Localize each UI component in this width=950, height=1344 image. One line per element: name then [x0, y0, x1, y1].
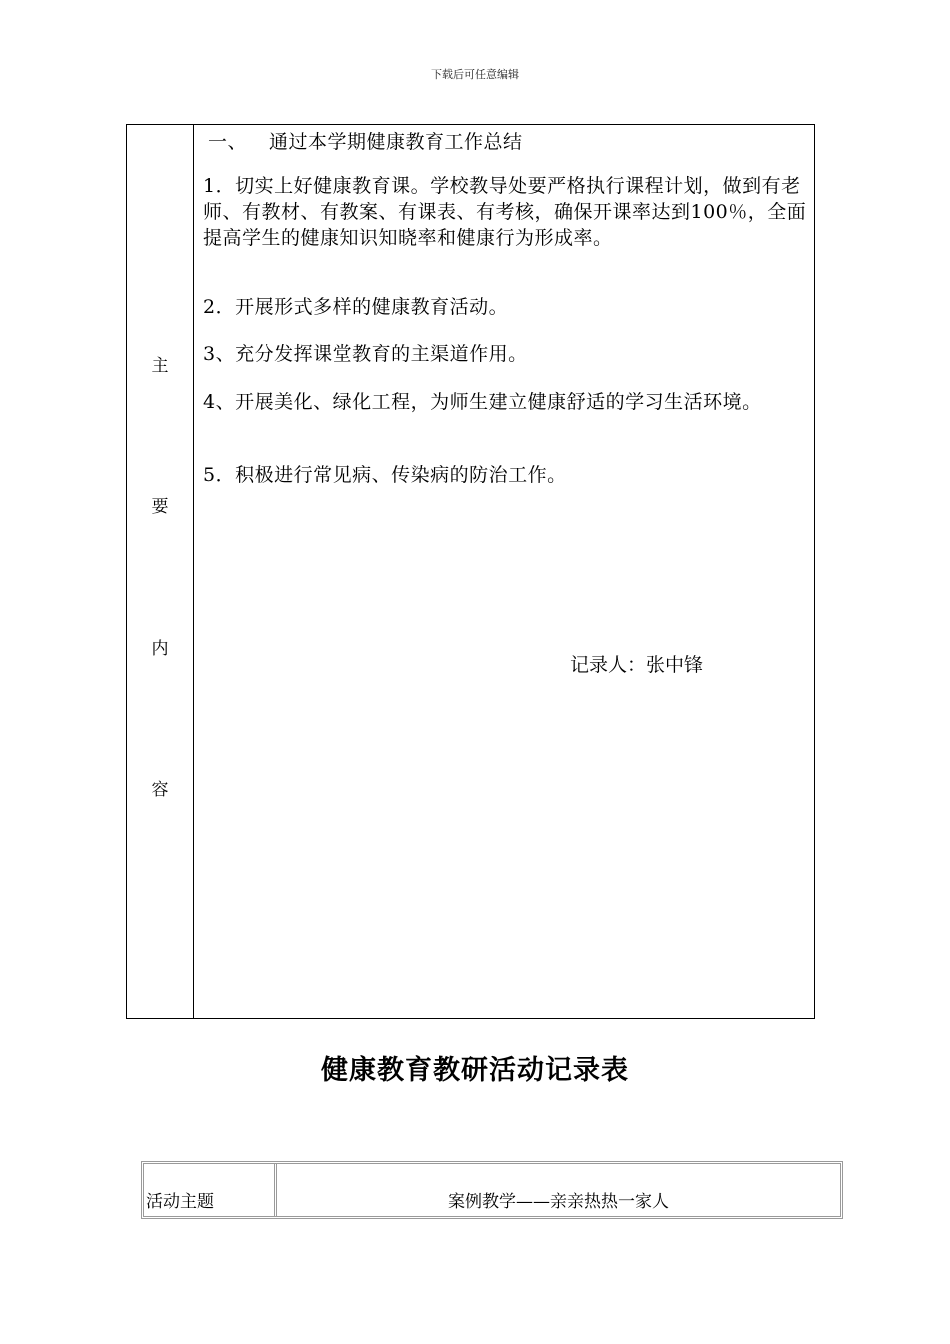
- activity-label-cell: [144, 1164, 277, 1216]
- paragraph-2: 2．开展形式多样的健康教育活动。: [203, 296, 509, 318]
- activity-table: [141, 1161, 843, 1219]
- label-char-2: 要: [151, 497, 169, 517]
- paragraph-1: 1．切实上好健康教育课。学校教导处要严格执行课程计划，做到有老师、有教材、有教案、有课表、有考核，确保开课率达到100％，全面提高学生的健康知识知晓率和健康行为形成率。: [203, 175, 807, 249]
- section-title-text: 通过本学期健康教育工作总结: [269, 131, 523, 153]
- content-column: [194, 125, 814, 1018]
- label-char-4: 容: [151, 780, 169, 800]
- activity-label: 活动主题: [146, 1192, 214, 1212]
- document-title: 健康教育教研活动记录表: [321, 1055, 629, 1086]
- activity-value-cell: [277, 1164, 840, 1216]
- label-char-3: 内: [151, 639, 169, 659]
- activity-value: 案例教学——亲亲热热一家人: [448, 1192, 669, 1212]
- section-title: [208, 127, 523, 154]
- recorder: 记录人：张中锋: [570, 654, 704, 676]
- label-char-1: 主: [151, 356, 169, 376]
- section-number: 一、: [208, 131, 248, 153]
- label-column: [127, 125, 194, 1018]
- summary-table: [126, 124, 815, 1019]
- paragraph-5: 5．积极进行常见病、传染病的防治工作。: [203, 464, 567, 486]
- header-note: 下载后可任意编辑: [431, 68, 519, 81]
- paragraph-4: 4、开展美化、绿化工程，为师生建立健康舒适的学习生活环境。: [203, 391, 762, 413]
- paragraph-3: 3、充分发挥课堂教育的主渠道作用。: [203, 343, 528, 365]
